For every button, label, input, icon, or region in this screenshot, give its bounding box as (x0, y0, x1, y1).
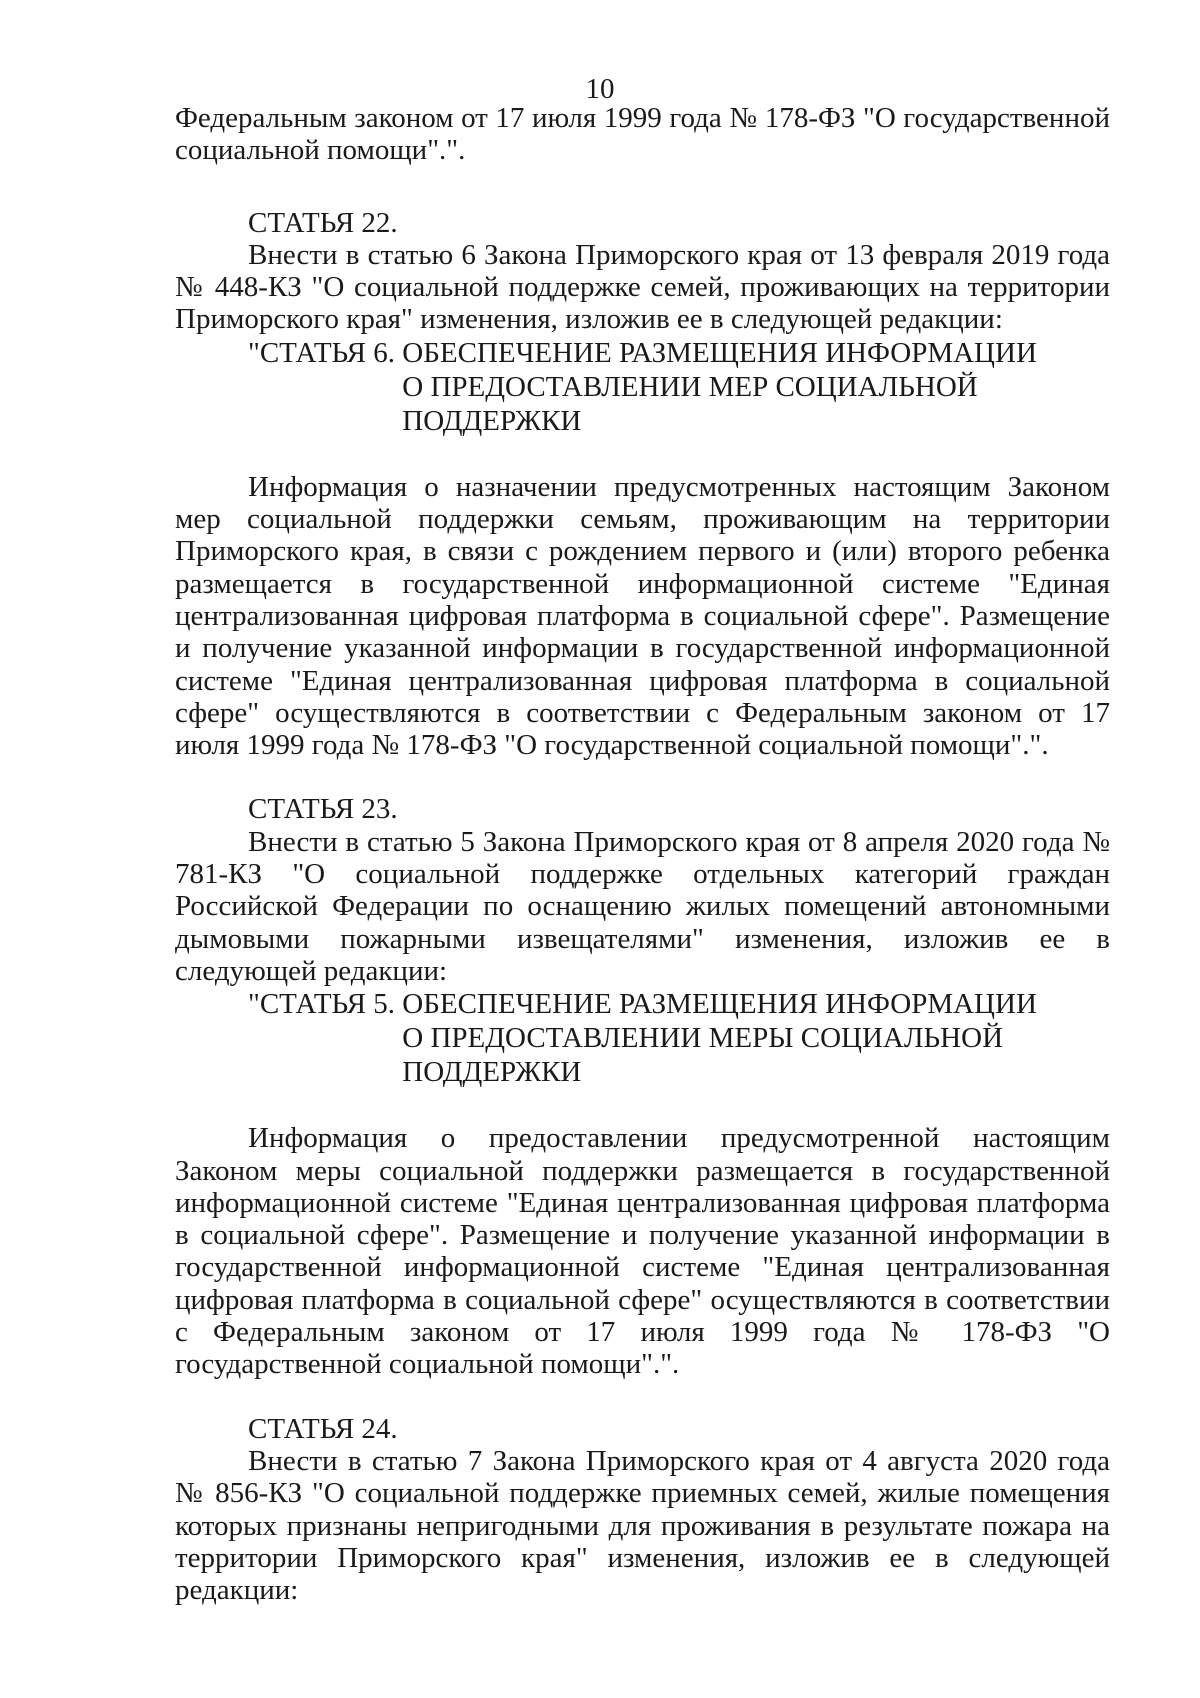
article-body: Внести в статью 6 Закона Приморского края от 13 февраля 2019 года № 448-КЗ "О социальной поддержке семей, проживающих на территории Приморского края" изменения, изложив ее в следующей редакции: (175, 238, 1110, 336)
article-24 (175, 1413, 1110, 1607)
new-article-text: Информация о назначении предусмотренных настоящим Законом мер социальной поддержки семьям, проживающим на территории Приморского края, в связи с рождением первого и (или) второго ребенка размещается в государственной информационной системе "Единая централизованная цифровая платформа в социальной сфере". Размещение и получение указанной информации в государственной информационной системе "Единая централизованная цифровая платформа в социальной сфере" осуществляются в соответствии с Федеральным законом от 17 июля 1999 года № 178-ФЗ "О государственной социальной помощи".". (175, 470, 1110, 762)
new-article-number: "СТАТЬЯ 5. (248, 988, 403, 1021)
new-article-title-line: ОБЕСПЕЧЕНИЕ РАЗМЕЩЕНИЯ ИНФОРМАЦИИ (402, 336, 1037, 369)
article-23 (175, 793, 1110, 1380)
article-title: СТАТЬЯ 23. (248, 793, 398, 826)
new-article-title-line: ПОДДЕРЖКИ (402, 1056, 582, 1089)
new-article-title-line: ПОДДЕРЖКИ (402, 404, 582, 437)
new-article-heading (248, 987, 1110, 1089)
new-article-heading (248, 336, 1110, 438)
article-22 (175, 207, 1110, 762)
article-title: СТАТЬЯ 22. (248, 206, 398, 239)
intro-paragraph: Федеральным законом от 17 июля 1999 года № 178-ФЗ "О государственной социальной помощи".". (175, 102, 1110, 167)
article-body: Внести в статью 7 Закона Приморского края от 4 августа 2020 года № 856-КЗ "О социальной поддержке приемных семей, жилые помещения которых признаны непригодными для проживания в результате пожара на территории Приморского края" изменения, изложив ее в следующей редакции: (175, 1444, 1110, 1607)
article-body: Внести в статью 5 Закона Приморского края от 8 апреля 2020 года № 781-КЗ "О социальной поддержке отдельных категорий граждан Российской Федерации по оснащению жилых помещений автономными дымовыми пожарными извещателями" изменения, изложив ее в следующей редакции: (175, 825, 1110, 987)
new-article-number: "СТАТЬЯ 6. (248, 336, 403, 369)
new-article-title-line: ОБЕСПЕЧЕНИЕ РАЗМЕЩЕНИЯ ИНФОРМАЦИИ (402, 988, 1037, 1021)
new-article-text: Информация о предоставлении предусмотренной настоящим Законом меры социальной поддержки размещается в государственной информационной системе "Единая централизованная цифровая платформа в социальной сфере". Размещение и получение указанной информации в государственной информационной системе "Единая централизованная цифровая платформа в социальной сфере" осуществляются в соответствии с Федеральным законом от 17 июля 1999 года № 178-ФЗ "О государственной социальной помощи".". (175, 1122, 1110, 1381)
new-article-title-line: О ПРЕДОСТАВЛЕНИИ МЕРЫ СОЦИАЛЬНОЙ (402, 1022, 1004, 1055)
article-title: СТАТЬЯ 24. (248, 1412, 398, 1445)
document-body (175, 102, 1110, 1606)
new-article-title-line: О ПРЕДОСТАВЛЕНИИ МЕР СОЦИАЛЬНОЙ (402, 370, 978, 403)
page-number: 10 (585, 73, 615, 105)
